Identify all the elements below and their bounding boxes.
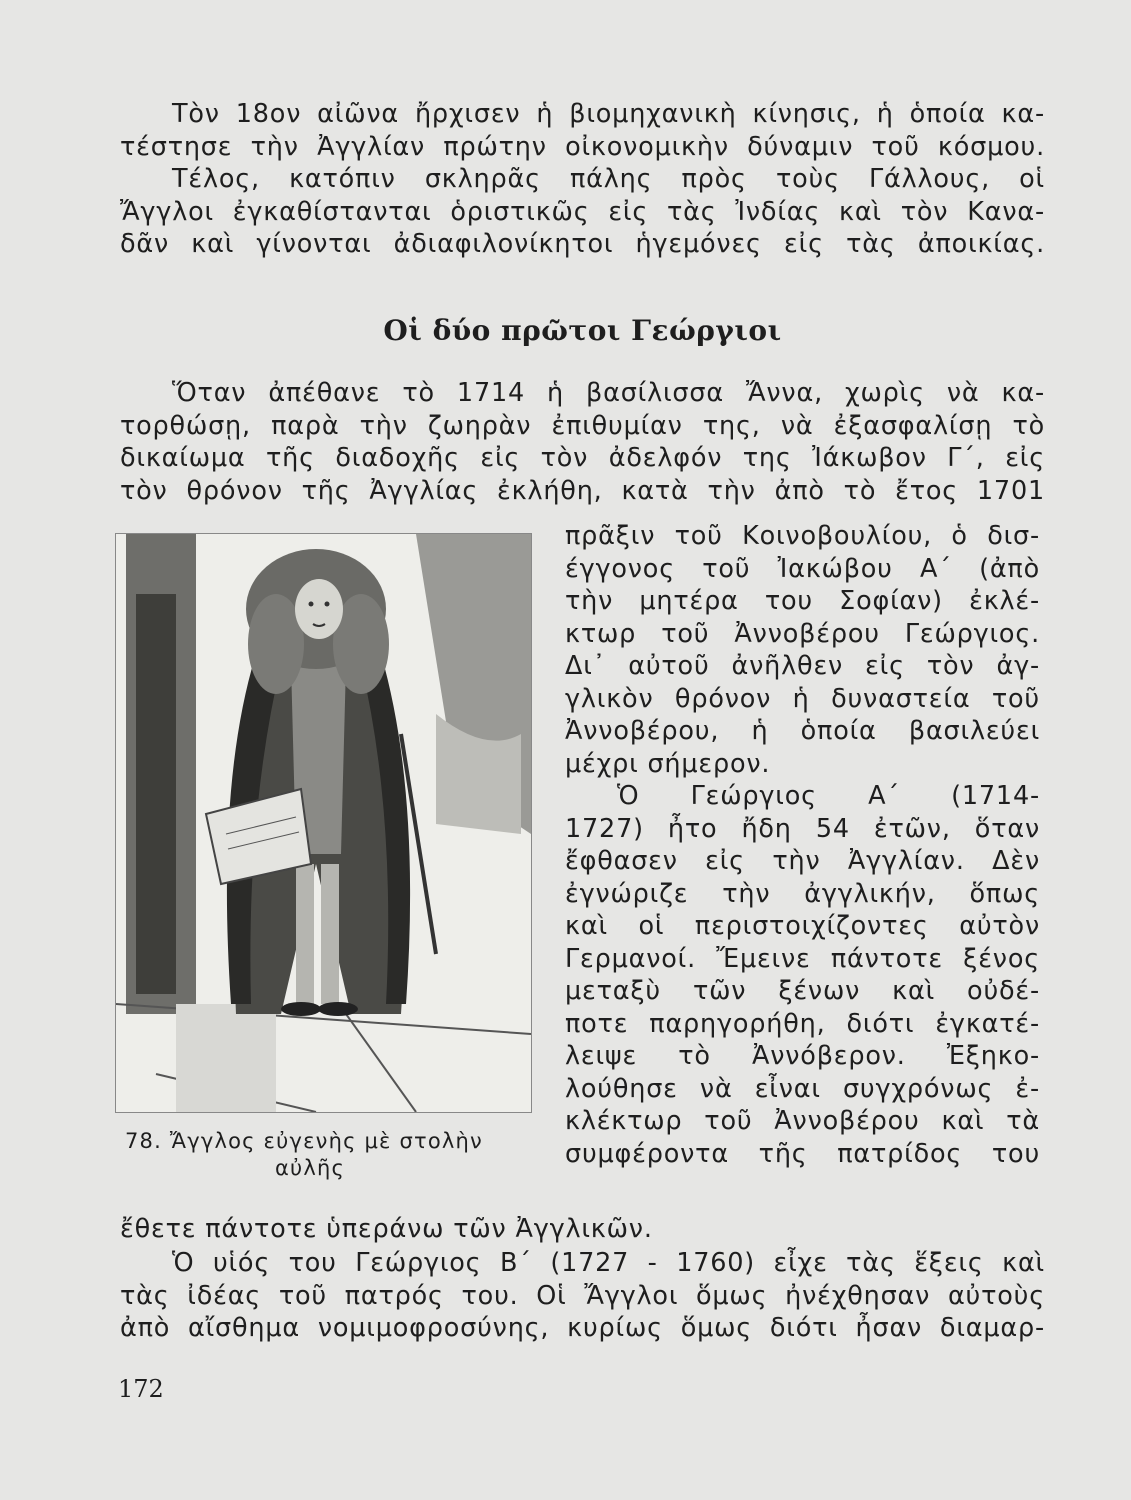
text-line: ἔφθασεν εἰς τὴν Ἀγγλίαν. Δὲν xyxy=(565,846,1040,876)
text-line: Δι᾽ αὐτοῦ ἀνῆλθεν εἰς τὸν ἀγ- xyxy=(565,651,1040,681)
text-line: έγγονος τοῦ Ἰακώβου Α΄ (ἀπὸ xyxy=(565,553,1040,584)
text-line: πρᾶξιν τοῦ Κοινοβουλίου, ὁ δισ- xyxy=(565,521,1040,551)
text-line: καὶ οἱ περιστοιχίζοντες αὐτὸν xyxy=(565,911,1040,941)
text-line: Ὅταν ἀπέθανε τὸ 1714 ἡ βασίλισσα Ἄννα, χωρὶς νὰ κα- xyxy=(172,378,1045,408)
text-line: μεταξὺ τῶν ξένων καὶ οὐδέ- xyxy=(565,976,1040,1006)
text-line: τὴν μητέρα του Σοφίαν) ἐκλέ- xyxy=(565,586,1040,616)
text-line: τορθώσῃ, παρὰ τὴν ζωηρὰν ἐπιθυμίαν της, νὰ ἐξασφαλίσῃ τὸ xyxy=(120,410,1045,441)
side-column xyxy=(565,520,1040,1170)
page-number: 172 xyxy=(118,1375,164,1403)
portrait-illustration xyxy=(115,533,532,1113)
text-line: ποτε παρηγορήθη, διότι ἐγκατέ- xyxy=(565,1008,1040,1039)
text-line: Τὸν 18ον αἰῶνα ἤρχισεν ἡ βιομηχανικὴ κίνησις, ἡ ὁποία κα- xyxy=(172,99,1045,129)
text-line: δικαίωμα τῆς διαδοχῆς εἰς τὸν ἀδελφόν της Ἰάκωβον Γ΄, εἰς xyxy=(120,443,1045,473)
paragraph-1 xyxy=(120,377,1045,507)
text-line: ἀπὸ αἴσθημα νομιμοφροσύνης, κυρίως ὅμως διότι ἦσαν διαμαρ- xyxy=(120,1313,1045,1343)
text-line: Ὁ Γεώργιος Α΄ (1714- xyxy=(617,781,1040,811)
intro-paragraph xyxy=(120,98,1045,261)
text-line: τὰς ἰδέας τοῦ πατρός του. Οἱ Ἄγγλοι ὅμως ἠνέχθησαν αὐτοὺς xyxy=(120,1280,1045,1311)
section-heading: Οἱ δύο πρῶτοι Γεώργιοι xyxy=(383,314,782,347)
caption-line: αὐλῆς xyxy=(275,1156,346,1180)
text-line: συμφέροντα τῆς πατρίδος του xyxy=(565,1138,1040,1169)
text-line: κτωρ τοῦ Ἀννοβέρου Γεώργιος. xyxy=(565,618,1040,649)
figure-caption xyxy=(125,1128,535,1182)
text-line: λούθησε νὰ εἶναι συγχρόνως ἐ- xyxy=(565,1073,1040,1104)
text-line: γλικὸν θρόνον ἡ δυναστεία τοῦ xyxy=(565,683,1040,714)
text-line: 1727) ἦτο ἤδη 54 ἐτῶν, ὅταν xyxy=(565,813,1040,844)
portrait-drawing xyxy=(116,534,531,1112)
text-line: δᾶν καὶ γίνονται ἀδιαφιλονίκητοι ἡγεμόνες εἰς τὰς ἀποικίας. xyxy=(120,229,1045,259)
text-line: ἐγνώριζε τὴν ἀγγλικήν, ὅπως xyxy=(565,878,1040,909)
text-line: Ὁ υἱός του Γεώργιος Β΄ (1727 - 1760) εἶχε τὰς ἕξεις καὶ xyxy=(172,1248,1045,1278)
paragraph-2-last-line: ἔθετε πάντοτε ὑπεράνω τῶν Ἀγγλικῶν. xyxy=(120,1214,653,1244)
text-line: τὸν θρόνον τῆς Ἀγγλίας ἐκλήθη, κατὰ τὴν ἀπὸ τὸ ἔτος 1701 xyxy=(120,475,1045,506)
text-line: λειψε τὸ Ἀννόβερον. Ἐξηκο- xyxy=(565,1041,1040,1071)
paragraph-3 xyxy=(120,1247,1045,1345)
text-line: Ἄγγλοι ἐγκαθίστανται ὁριστικῶς εἰς τὰς Ἰνδίας καὶ τὸν Κανα- xyxy=(120,196,1045,227)
text-line: κλέκτωρ τοῦ Ἀννοβέρου καὶ τὰ xyxy=(565,1106,1040,1136)
caption-line: 78. Ἄγγλος εὐγενὴς μὲ στολὴν xyxy=(125,1129,483,1153)
text-line: Τέλος, κατόπιν σκληρᾶς πάλης πρὸς τοὺς Γάλλους, οἱ xyxy=(172,164,1045,194)
text-line: Ἀννοβέρου, ἡ ὁποία βασιλεύει xyxy=(565,716,1040,746)
text-line: μέχρι σήμερον. xyxy=(565,748,771,779)
text-line: τέστησε τὴν Ἀγγλίαν πρώτην οἰκονομικὴν δύναμιν τοῦ κόσμου. xyxy=(120,131,1045,162)
text-line: Γερμανοί. Ἔμεινε πάντοτε ξένος xyxy=(565,943,1040,974)
